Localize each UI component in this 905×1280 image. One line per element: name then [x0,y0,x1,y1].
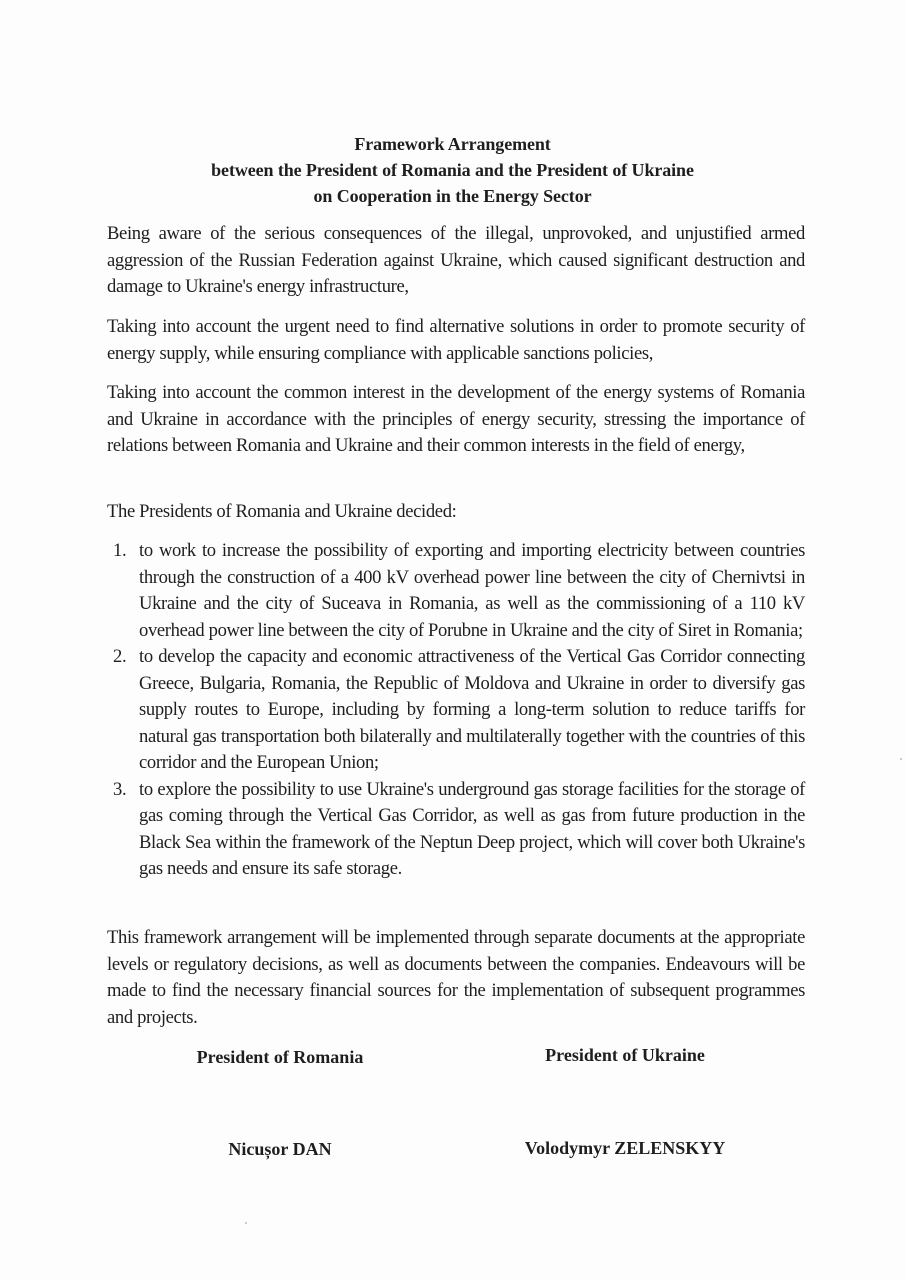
decision-number: 2. [113,646,127,667]
closing-paragraph: This framework arrangement will be implemented through separate documents at the appropriate levels or regulatory decisions, as well as documents between the companies. Endeavours will be made to find the necessary financial sources for the implementation of subsequent programmes and projects. [107,927,805,1028]
preamble-paragraph-common-interest: Taking into account the common interest in the development of the energy systems of Romania and Ukraine in accordance with the principles of energy security, stressing the importance of relations between Romania and Ukraine and their common interests in the field of energy, [107,382,805,456]
decision-text: to explore the possibility to use Ukraine's underground gas storage facilities for the storage of gas coming through the Vertical Gas Corridor, as well as gas from future production in the Black Sea within the framework of the Neptun Deep project, which will cover both Ukraine's gas needs and ensure its safe storage. [139,778,805,879]
title-line-2: between the President of Romania and the President of Ukraine [211,160,694,180]
signatory-name-romania: Nicușor DAN [228,1139,332,1159]
decision-item [107,538,805,644]
preamble-paragraph-aggression: Being aware of the serious consequences of the illegal, unprovoked, and unjustified armed aggression of the Russian Federation against Ukraine, which caused significant destruction and damage to Ukraine's energy infrastructure, [107,223,805,297]
title-line-3: on Cooperation in the Energy Sector [313,186,592,206]
scan-speck [900,758,902,760]
signatory-role-romania: President of Romania [196,1047,364,1067]
decision-intro: The Presidents of Romania and Ukraine decided: [107,501,457,522]
decision-item [107,777,805,883]
decisions-list [107,538,805,883]
signatory-name-ukraine: Volodymyr ZELENSKYY [524,1138,726,1158]
preamble-paragraph-security: Taking into account the urgent need to find alternative solutions in order to promote security of energy supply, while ensuring compliance with applicable sanctions policies, [107,316,805,364]
title-line-1: Framework Arrangement [354,134,551,154]
decision-number: 3. [113,778,127,800]
signatory-role-ukraine: President of Ukraine [545,1045,705,1065]
decision-text: to develop the capacity and economic attractiveness of the Vertical Gas Corridor connecting Greece, Bulgaria, Romania, the Republic of Moldova and Ukraine in order to diversify gas supply routes to Europe, including by forming a long-term solution to reduce tariffs for natural gas transportation both bilaterally and multilaterally together with the countries of this corridor and the European Union; [139,646,805,773]
decision-number: 1. [113,540,127,561]
document-title [0,131,905,209]
decision-text: to work to increase the possibility of exporting and importing electricity between countries through the construction of a 400 kV overhead power line between the city of Chernivtsi in Ukraine and the city of Suceava in Romania, as well as the commissioning of a 110 kV overhead power line between the city of Porubne in Ukraine and the city of Siret in Romania; [139,540,805,641]
scan-speck [245,1222,247,1224]
decision-item [107,644,805,777]
